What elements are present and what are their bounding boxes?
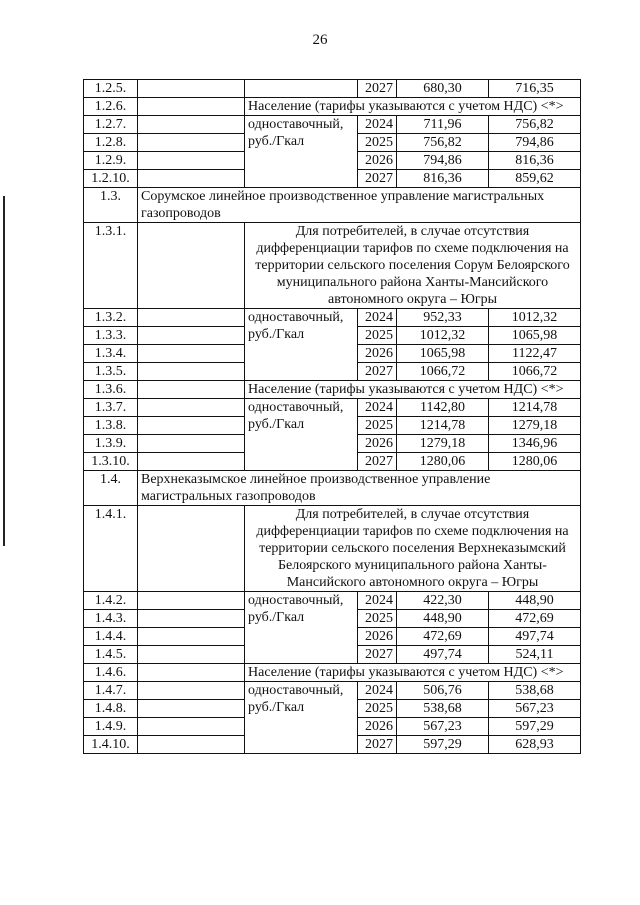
year-cell: 2025 [358,327,397,345]
empty-cell [138,700,245,718]
row-number: 1.3.3. [84,327,138,345]
row-number: 1.4.7. [84,682,138,700]
tariff-value-1: 567,23 [397,718,489,736]
tariff-value-1: 1279,18 [397,435,489,453]
tariff-value-2: 756,82 [489,116,581,134]
empty-cell [138,170,245,188]
population-heading: Население (тарифы указываются с учетом НДС) <*> [245,664,581,682]
tariff-value-1: 422,30 [397,592,489,610]
margin-bar [3,196,5,546]
tariff-value-2: 524,11 [489,646,581,664]
year-cell: 2025 [358,610,397,628]
tariff-value-1: 711,96 [397,116,489,134]
empty-cell [138,417,245,435]
tariff-value-2: 1066,72 [489,363,581,381]
population-heading: Население (тарифы указываются с учетом НДС) <*> [245,98,581,116]
year-cell: 2024 [358,399,397,417]
row-number: 1.3.9. [84,435,138,453]
year-cell: 2026 [358,345,397,363]
tariff-table [83,79,581,754]
empty-cell [138,628,245,646]
empty-cell [138,646,245,664]
tariff-value-1: 952,33 [397,309,489,327]
section-heading: Сорумское линейное производственное управление магистральных газопроводов [138,188,581,223]
tariff-value-2: 1279,18 [489,417,581,435]
tariff-value-2: 448,90 [489,592,581,610]
year-cell: 2024 [358,592,397,610]
unit-label: одноставочный, руб./Гкал [245,682,358,754]
year-cell: 2027 [358,363,397,381]
empty-cell [138,610,245,628]
empty-cell [138,363,245,381]
tariff-value-1: 1214,78 [397,417,489,435]
table-row [84,80,581,98]
table-row [84,309,581,327]
table-row [84,98,581,116]
row-number: 1.4.2. [84,592,138,610]
empty-cell [138,327,245,345]
empty-cell [138,309,245,327]
table-row [84,664,581,682]
consumer-group-heading: Для потребителей, в случае отсутствия дифференциации тарифов по схеме подключения на территории сельского поселения Верхнеказымский Белоярского муниципального района Ханты-Мансийского автономного округа – Югры [245,506,581,592]
unit-label: одноставочный, руб./Гкал [245,399,358,471]
tariff-value-2: 597,29 [489,718,581,736]
tariff-value-2: 1214,78 [489,399,581,417]
empty-cell [138,435,245,453]
population-heading: Население (тарифы указываются с учетом НДС) <*> [245,381,581,399]
row-number: 1.4.3. [84,610,138,628]
row-number: 1.2.7. [84,116,138,134]
table-row [84,682,581,700]
empty-cell [138,381,245,399]
year-cell: 2027 [358,170,397,188]
table-row [84,223,581,309]
tariff-value-1: 538,68 [397,700,489,718]
empty-cell [138,399,245,417]
row-number: 1.2.8. [84,134,138,152]
empty-cell [138,223,245,309]
empty-cell [138,116,245,134]
table-row [84,471,581,506]
year-cell: 2024 [358,682,397,700]
empty-cell [138,592,245,610]
tariff-value-2: 497,74 [489,628,581,646]
table-row [84,592,581,610]
table-row [84,381,581,399]
row-number: 1.3.2. [84,309,138,327]
page-number: 26 [312,32,328,48]
row-number: 1.4.4. [84,628,138,646]
tariff-value-1: 794,86 [397,152,489,170]
row-number: 1.2.6. [84,98,138,116]
row-number: 1.3.6. [84,381,138,399]
year-cell: 2027 [358,453,397,471]
tariff-value-2: 1280,06 [489,453,581,471]
year-cell: 2027 [358,736,397,754]
row-number: 1.2.5. [84,80,138,98]
tariff-value-2: 816,36 [489,152,581,170]
tariff-value-1: 448,90 [397,610,489,628]
row-number: 1.3.4. [84,345,138,363]
empty-cell [138,345,245,363]
tariff-value-1: 756,82 [397,134,489,152]
table-row [84,399,581,417]
tariff-value-2: 794,86 [489,134,581,152]
tariff-value-1: 1065,98 [397,345,489,363]
row-number: 1.4.10. [84,736,138,754]
tariff-value-2: 716,35 [489,80,581,98]
row-number: 1.3.10. [84,453,138,471]
empty-cell [138,98,245,116]
tariff-value-1: 497,74 [397,646,489,664]
empty-cell [138,80,245,98]
row-number: 1.3.1. [84,223,138,309]
tariff-value-1: 597,29 [397,736,489,754]
year-cell: 2026 [358,152,397,170]
year-cell: 2025 [358,134,397,152]
year-cell: 2024 [358,116,397,134]
tariff-value-2: 1065,98 [489,327,581,345]
tariff-value-1: 1066,72 [397,363,489,381]
tariff-value-2: 538,68 [489,682,581,700]
tariff-value-2: 472,69 [489,610,581,628]
row-number: 1.4.5. [84,646,138,664]
empty-cell [138,152,245,170]
year-cell: 2026 [358,628,397,646]
unit-label: одноставочный, руб./Гкал [245,592,358,664]
row-number: 1.3.7. [84,399,138,417]
row-number: 1.2.9. [84,152,138,170]
tariff-value-1: 1280,06 [397,453,489,471]
unit-label: одноставочный, руб./Гкал [245,116,358,188]
year-cell: 2026 [358,718,397,736]
tariff-value-1: 680,30 [397,80,489,98]
row-number: 1.4.8. [84,700,138,718]
tariff-value-2: 1346,96 [489,435,581,453]
row-number: 1.4.6. [84,664,138,682]
tariff-value-1: 816,36 [397,170,489,188]
table-row [84,188,581,223]
row-number: 1.2.10. [84,170,138,188]
unit-label: одноставочный, руб./Гкал [245,309,358,381]
year-cell: 2025 [358,700,397,718]
empty-cell [138,682,245,700]
tariff-value-2: 859,62 [489,170,581,188]
tariff-value-1: 1142,80 [397,399,489,417]
empty-cell [138,718,245,736]
tariff-value-1: 506,76 [397,682,489,700]
empty-cell [138,664,245,682]
table-row [84,116,581,134]
consumer-group-heading: Для потребителей, в случае отсутствия дифференциации тарифов по схеме подключения на территории сельского поселения Сорум Белоярского муниципального района Ханты-Мансийского автономного округа – Югры [245,223,581,309]
table-row [84,506,581,592]
row-number: 1.3.5. [84,363,138,381]
tariff-value-1: 472,69 [397,628,489,646]
row-number: 1.3. [84,188,138,223]
row-number: 1.3.8. [84,417,138,435]
tariff-value-2: 1012,32 [489,309,581,327]
row-number: 1.4.1. [84,506,138,592]
tariff-value-1: 1012,32 [397,327,489,345]
row-number: 1.4. [84,471,138,506]
year-cell: 2027 [358,80,397,98]
row-number: 1.4.9. [84,718,138,736]
empty-cell [138,453,245,471]
year-cell: 2027 [358,646,397,664]
empty-cell [138,736,245,754]
tariff-value-2: 1122,47 [489,345,581,363]
empty-cell [138,134,245,152]
empty-cell [138,506,245,592]
year-cell: 2026 [358,435,397,453]
year-cell: 2024 [358,309,397,327]
tariff-value-2: 567,23 [489,700,581,718]
section-heading: Верхнеказымское линейное производственное управление магистральных газопроводов [138,471,581,506]
empty-cell [245,80,358,98]
year-cell: 2025 [358,417,397,435]
tariff-value-2: 628,93 [489,736,581,754]
